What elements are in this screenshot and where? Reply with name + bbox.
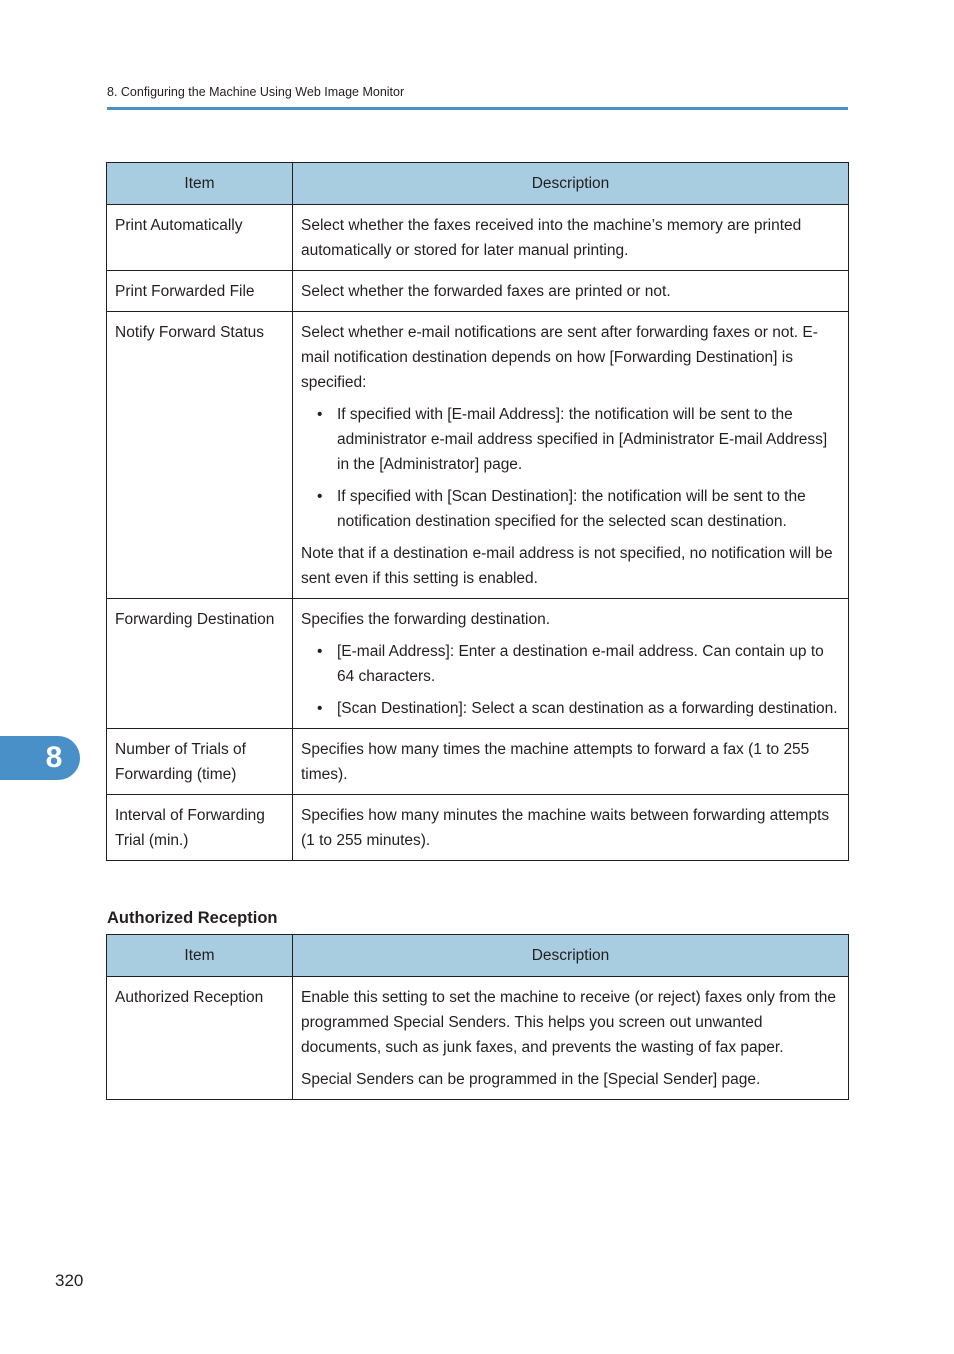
table-row [107,977,849,1100]
header-rule [107,107,848,110]
authorized-reception-table [106,934,849,1100]
table-row [107,599,849,729]
description-text: Specifies how many minutes the machine waits between forwarding attempts (1 to 255 minutes). [301,807,830,849]
description-text: Select whether e-mail notifications are sent after forwarding faxes or not. E-mail notification destination depends on how [Forwarding Destination] is specified: [301,324,818,391]
row-item: Forwarding Destination [107,599,293,729]
table-row [107,312,849,599]
description-note: Special Senders can be programmed in the [Special Sender] page. [301,1071,761,1088]
running-header: 8. Configuring the Machine Using Web Image Monitor [107,85,405,99]
list-item: • [Scan Destination]: Select a scan destination as a forwarding destination. [337,696,840,721]
list-item: • If specified with [Scan Destination]: the notification will be sent to the notification destination specified for the selected scan destination. [337,484,840,534]
row-description [293,599,849,729]
row-description [293,205,849,271]
description-text: Enable this setting to set the machine to receive (or reject) faxes only from the programmed Special Senders. This helps you screen out unwanted documents, such as junk faxes, and prevents the wasting of fax paper. [301,989,837,1056]
table-row [107,729,849,795]
table-row [107,205,849,271]
row-description [293,271,849,312]
row-description [293,795,849,861]
chapter-tab: 8 [0,736,80,780]
column-header-item: Item [107,163,293,205]
list-item: • If specified with [E-mail Address]: the notification will be sent to the administrator e-mail address specified in [Administrator E-mail Address] in the [Administrator] page. [337,402,840,477]
description-text: Select whether the forwarded faxes are printed or not. [301,283,671,300]
bullet-list [301,402,840,534]
column-header-item: Item [107,935,293,977]
row-item: Authorized Reception [107,977,293,1100]
row-item: Notify Forward Status [107,312,293,599]
column-header-description: Description [293,163,849,205]
row-description [293,977,849,1100]
table-header-row [107,935,849,977]
table-row [107,795,849,861]
row-description [293,312,849,599]
list-item: • [E-mail Address]: Enter a destination e-mail address. Can contain up to 64 characters. [337,639,840,689]
row-item: Interval of Forwarding Trial (min.) [107,795,293,861]
page-number: 320 [55,1271,84,1290]
description-note: Note that if a destination e-mail address is not specified, no notification will be sent even if this setting is enabled. [301,545,833,587]
bullet-list [301,639,840,721]
column-header-description: Description [293,935,849,977]
description-text: Select whether the faxes received into the machine’s memory are printed automatically or stored for later manual printing. [301,217,802,259]
table-row [107,271,849,312]
description-text: Specifies the forwarding destination. [301,611,551,628]
fax-forwarding-settings-table [106,162,849,861]
section-heading: Authorized Reception [107,909,278,927]
row-description [293,729,849,795]
description-text: Specifies how many times the machine attempts to forward a fax (1 to 255 times). [301,741,810,783]
row-item: Print Forwarded File [107,271,293,312]
row-item: Print Automatically [107,205,293,271]
row-item: Number of Trials of Forwarding (time) [107,729,293,795]
table-header-row [107,163,849,205]
